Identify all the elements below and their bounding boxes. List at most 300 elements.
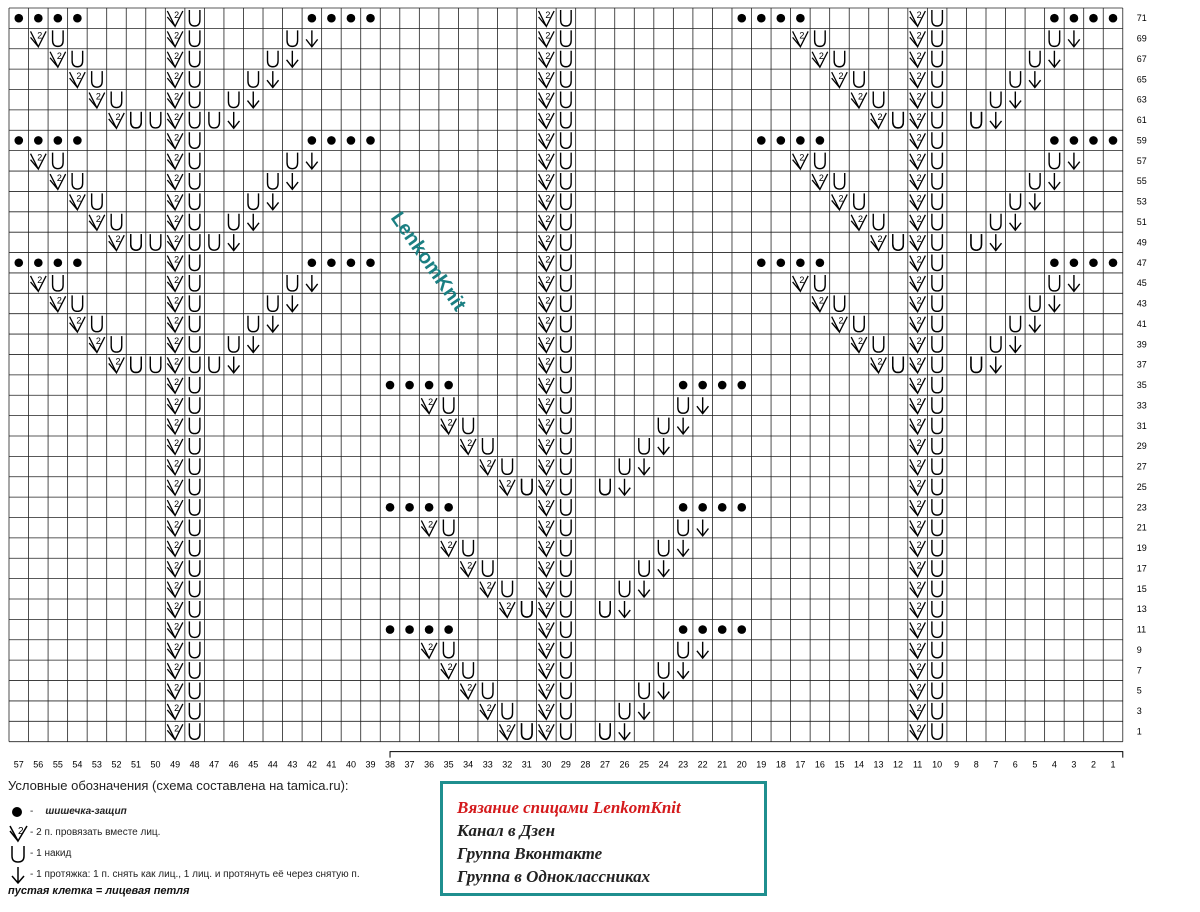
yarn-over-symbol: [131, 356, 142, 372]
k2tog-number: 2: [818, 50, 824, 61]
yarn-over-symbol: [600, 601, 611, 617]
yarn-over-symbol: [561, 418, 572, 434]
yarn-over-icon: [8, 844, 30, 864]
column-label: 4: [1051, 759, 1057, 770]
column-label: 13: [873, 759, 884, 770]
yarn-over-symbol: [932, 723, 943, 739]
column-label: 19: [756, 759, 767, 770]
row-label: 45: [1136, 278, 1147, 289]
column-label: 56: [33, 759, 44, 770]
k2tog-number: 2: [916, 519, 922, 530]
yarn-over-symbol: [72, 295, 83, 311]
k2tog-number: 2: [174, 601, 180, 612]
k2tog-number: 2: [916, 91, 922, 102]
skpo-symbol: [1068, 153, 1080, 169]
bobble-symbol: [698, 381, 707, 390]
yarn-over-symbol: [932, 642, 943, 658]
k2tog-number: 2: [545, 30, 551, 41]
k2tog-number: 2: [174, 682, 180, 693]
yarn-over-symbol: [463, 662, 474, 678]
yarn-over-symbol: [932, 560, 943, 576]
yarn-over-symbol: [639, 560, 650, 576]
k2tog-number: 2: [174, 173, 180, 184]
yarn-over-symbol: [561, 214, 572, 230]
bobble-symbol: [73, 14, 82, 23]
k2tog-number: 2: [115, 111, 121, 122]
k2tog-number: 2: [506, 723, 512, 734]
row-label: 57: [1136, 155, 1147, 166]
skpo-symbol: [287, 51, 299, 67]
yarn-over-symbol: [561, 112, 572, 128]
column-label: 53: [91, 759, 102, 770]
bobble-symbol: [347, 136, 356, 145]
yarn-over-symbol: [561, 377, 572, 393]
skpo-symbol: [990, 112, 1002, 128]
skpo-symbol: [247, 214, 259, 230]
k2tog-number: 2: [37, 274, 43, 285]
yarn-over-symbol: [189, 356, 200, 372]
yarn-over-symbol: [189, 255, 200, 271]
k2tog-number: 2: [174, 723, 180, 734]
bobble-symbol: [1109, 136, 1118, 145]
k2tog-number: 2: [545, 315, 551, 326]
yarn-over-symbol: [189, 92, 200, 108]
legend: [8, 778, 428, 897]
row-label: 69: [1136, 33, 1147, 44]
yarn-over-symbol: [189, 520, 200, 536]
column-label: 48: [189, 759, 200, 770]
k2tog-number: 2: [916, 336, 922, 347]
bobble-symbol: [347, 258, 356, 267]
yarn-over-symbol: [189, 336, 200, 352]
bobble-symbol: [54, 136, 63, 145]
yarn-over-symbol: [561, 723, 572, 739]
legend-title: Условные обозначения (схема составлена на tamica.ru):: [8, 778, 349, 793]
yarn-over-symbol: [932, 92, 943, 108]
yarn-over-symbol: [932, 112, 943, 128]
bobble-symbol: [1050, 258, 1059, 267]
k2tog-number: 2: [916, 10, 922, 20]
yarn-over-symbol: [932, 173, 943, 189]
yarn-over-symbol: [600, 479, 611, 495]
k2tog-number: 2: [37, 30, 43, 41]
k2tog-number: 2: [174, 621, 180, 632]
k2tog-number: 2: [545, 10, 551, 20]
yarn-over-symbol: [815, 30, 826, 46]
yarn-over-symbol: [72, 173, 83, 189]
k2tog-number: 2: [545, 560, 551, 571]
yarn-over-symbol: [522, 601, 533, 617]
yarn-over-symbol: [834, 173, 845, 189]
bobble-symbol: [777, 136, 786, 145]
yarn-over-symbol: [854, 193, 865, 209]
bobble-symbol: [54, 14, 63, 23]
bobble-symbol: [777, 258, 786, 267]
yarn-over-symbol: [561, 193, 572, 209]
column-label: 23: [678, 759, 689, 770]
bobble-symbol: [1070, 136, 1079, 145]
yarn-over-symbol: [932, 601, 943, 617]
yarn-over-symbol: [561, 356, 572, 372]
column-label: 21: [717, 759, 728, 770]
yarn-over-symbol: [932, 275, 943, 291]
yarn-over-symbol: [150, 234, 161, 250]
k2tog-number: 2: [506, 478, 512, 489]
yarn-over-symbol: [561, 30, 572, 46]
row-label: 3: [1136, 706, 1142, 717]
column-label: 20: [736, 759, 747, 770]
skpo-symbol: [1010, 214, 1022, 230]
column-label: 54: [72, 759, 83, 770]
yarn-over-symbol: [463, 418, 474, 434]
k2tog-number: 2: [545, 376, 551, 387]
yarn-over-symbol: [561, 153, 572, 169]
k2tog-number: 2: [916, 437, 922, 448]
yarn-over-symbol: [932, 316, 943, 332]
yarn-over-symbol: [522, 601, 533, 617]
bobble-symbol: [698, 625, 707, 634]
k2tog-number: 2: [115, 356, 121, 367]
yarn-over-symbol: [482, 683, 493, 699]
k2tog-number: 2: [545, 641, 551, 652]
yarn-over-symbol: [189, 540, 200, 556]
yarn-over-symbol: [111, 336, 122, 352]
bobble-symbol: [777, 14, 786, 23]
yarn-over-symbol: [932, 540, 943, 556]
bobble-symbol: [1089, 14, 1098, 23]
skpo-symbol: [1029, 193, 1041, 209]
yarn-over-symbol: [561, 621, 572, 637]
k2tog-number: 2: [174, 702, 180, 713]
k2tog-number: 2: [174, 152, 180, 163]
yarn-over-symbol: [971, 356, 982, 372]
column-label: 10: [932, 759, 943, 770]
k2tog-number: 2: [545, 295, 551, 306]
k2tog-number: 2: [174, 315, 180, 326]
column-label: 29: [560, 759, 571, 770]
bobble-symbol: [757, 258, 766, 267]
k2tog-number: 2: [545, 499, 551, 510]
yarn-over-symbol: [561, 255, 572, 271]
row-label: 31: [1136, 420, 1147, 431]
k2tog-number: 2: [545, 662, 551, 673]
k2tog-number: 2: [916, 662, 922, 673]
yarn-over-symbol: [971, 112, 982, 128]
column-label: 44: [267, 759, 278, 770]
yarn-over-symbol: [561, 397, 572, 413]
skpo-symbol: [267, 193, 279, 209]
yarn-over-symbol: [619, 458, 630, 474]
bobble-symbol: [796, 258, 805, 267]
skpo-symbol: [658, 438, 670, 454]
row-label: 49: [1136, 237, 1147, 248]
yarn-over-symbol: [1049, 30, 1060, 46]
brand-link-vk[interactable]: Группа Вконтакте: [457, 844, 603, 863]
column-label: 42: [306, 759, 317, 770]
yarn-over-symbol: [834, 295, 845, 311]
k2tog-icon: [8, 823, 30, 843]
bobble-symbol: [34, 136, 43, 145]
k2tog-number: 2: [857, 91, 864, 102]
yarn-over-symbol: [287, 275, 298, 291]
skpo-symbol: [677, 418, 689, 434]
yarn-over-symbol: [131, 234, 142, 250]
k2tog-number: 2: [174, 641, 180, 652]
yarn-over-symbol: [991, 92, 1002, 108]
yarn-over-symbol: [189, 642, 200, 658]
yarn-over-symbol: [893, 234, 904, 250]
skpo-symbol: [247, 92, 259, 108]
yarn-over-symbol: [561, 71, 572, 87]
yarn-over-symbol: [189, 703, 200, 719]
k2tog-number: 2: [916, 295, 922, 306]
bobble-symbol: [718, 503, 727, 512]
yarn-over-symbol: [287, 153, 298, 169]
k2tog-number: 2: [95, 213, 101, 224]
yarn-over-symbol: [873, 336, 884, 352]
yarn-over-symbol: [893, 112, 904, 128]
k2tog-number: 2: [916, 601, 922, 612]
legend-item-bobble: [8, 801, 428, 822]
skpo-symbol: [990, 234, 1002, 250]
row-label: 41: [1136, 318, 1147, 329]
skpo-symbol: [619, 601, 631, 617]
k2tog-number: 2: [545, 539, 551, 550]
k2tog-number: 2: [545, 478, 551, 489]
k2tog-number: 2: [838, 315, 844, 326]
yarn-over-symbol: [443, 642, 454, 658]
yarn-over-symbol: [932, 662, 943, 678]
k2tog-number: 2: [174, 356, 180, 367]
bobble-symbol: [679, 381, 688, 390]
yarn-over-symbol: [932, 214, 943, 230]
yarn-over-symbol: [619, 581, 630, 597]
column-label: 26: [619, 759, 630, 770]
k2tog-number: 2: [838, 193, 844, 204]
k2tog-number: 2: [174, 437, 180, 448]
row-label: 39: [1136, 339, 1147, 350]
yarn-over-symbol: [971, 356, 982, 372]
k2tog-number: 2: [545, 91, 551, 102]
yarn-over-symbol: [678, 397, 689, 413]
row-label: 29: [1136, 441, 1147, 452]
bobble-symbol: [757, 136, 766, 145]
yarn-over-symbol: [639, 438, 650, 454]
k2tog-number: 2: [545, 213, 551, 224]
row-label: 37: [1136, 359, 1147, 370]
yarn-over-symbol: [189, 418, 200, 434]
k2tog-number: 2: [174, 662, 180, 673]
k2tog-number: 2: [467, 682, 473, 693]
yarn-over-symbol: [678, 520, 689, 536]
yarn-over-symbol: [932, 438, 943, 454]
brand-link-dzen[interactable]: Канал в Дзен: [457, 821, 556, 840]
skpo-symbol: [267, 316, 279, 332]
k2tog-number: 2: [916, 356, 922, 367]
bobble-symbol: [444, 503, 453, 512]
bobble-symbol: [1109, 14, 1118, 23]
yarn-over-symbol: [932, 683, 943, 699]
yarn-over-symbol: [561, 336, 572, 352]
yarn-over-symbol: [561, 234, 572, 250]
yarn-over-symbol: [189, 71, 200, 87]
bobble-symbol: [327, 136, 336, 145]
bobble-symbol: [425, 503, 434, 512]
k2tog-number: 2: [916, 274, 922, 285]
yarn-over-symbol: [189, 479, 200, 495]
legend-item-skpo: [8, 864, 428, 885]
yarn-over-symbol: [893, 356, 904, 372]
row-label: 35: [1136, 380, 1147, 391]
column-label: 12: [893, 759, 904, 770]
k2tog-number: 2: [428, 641, 434, 652]
yarn-over-symbol: [189, 132, 200, 148]
yarn-over-symbol: [1030, 51, 1041, 67]
yarn-over-symbol: [1010, 193, 1021, 209]
brand-link-ok[interactable]: Группа в Одноклассниках: [457, 867, 651, 886]
k2tog-number: 2: [174, 91, 180, 102]
column-label: 40: [345, 759, 356, 770]
yarn-over-symbol: [150, 112, 161, 128]
yarn-over-symbol: [189, 112, 200, 128]
brand-title[interactable]: Вязание спицами LenkomKnit: [457, 798, 681, 817]
repeat-bracket: [390, 752, 1123, 758]
skpo-symbol: [306, 275, 318, 291]
k2tog-number: 2: [447, 539, 453, 550]
yarn-over-symbol: [932, 255, 943, 271]
yarn-over-symbol: [561, 520, 572, 536]
k2tog-number: 2: [545, 254, 551, 265]
row-label: 17: [1136, 563, 1147, 574]
bobble-symbol: [698, 503, 707, 512]
k2tog-number: 2: [916, 30, 922, 41]
row-label: 65: [1136, 74, 1147, 85]
column-label: 34: [463, 759, 474, 770]
yarn-over-symbol: [53, 275, 64, 291]
yarn-over-symbol: [502, 458, 513, 474]
yarn-over-symbol: [189, 581, 200, 597]
k2tog-number: 2: [916, 723, 922, 734]
column-label: 30: [541, 759, 552, 770]
yarn-over-symbol: [561, 540, 572, 556]
yarn-over-symbol: [189, 560, 200, 576]
k2tog-number: 2: [174, 193, 180, 204]
column-label: 33: [482, 759, 493, 770]
k2tog-number: 2: [799, 152, 805, 163]
column-label: 11: [912, 759, 923, 770]
skpo-symbol: [1010, 336, 1022, 352]
yarn-over-symbol: [189, 51, 200, 67]
yarn-over-symbol: [228, 214, 239, 230]
bobble-symbol: [737, 14, 746, 23]
bobble-symbol: [737, 625, 746, 634]
legend-item-label: - 1 протяжка: 1 п. снять как лиц., 1 лиц. и протянуть её через снятую п.: [30, 869, 360, 880]
k2tog-number: 2: [799, 274, 805, 285]
yarn-over-symbol: [228, 336, 239, 352]
k2tog-number: 2: [447, 662, 453, 673]
skpo-symbol: [658, 560, 670, 576]
skpo-symbol: [228, 234, 240, 250]
skpo-symbol: [1029, 71, 1041, 87]
column-label: 55: [52, 759, 63, 770]
yarn-over-symbol: [189, 601, 200, 617]
yarn-over-symbol: [561, 581, 572, 597]
yarn-over-symbol: [522, 723, 533, 739]
yarn-over-symbol: [268, 173, 279, 189]
k2tog-number: 2: [174, 478, 180, 489]
k2tog-number: 2: [486, 458, 492, 469]
column-label: 52: [111, 759, 122, 770]
k2tog-number: 2: [174, 274, 180, 285]
k2tog-number: 2: [95, 91, 101, 102]
yarn-over-symbol: [893, 234, 904, 250]
bobble-symbol: [1070, 258, 1079, 267]
k2tog-number: 2: [916, 50, 922, 61]
yarn-over-symbol: [189, 173, 200, 189]
yarn-over-symbol: [932, 479, 943, 495]
skpo-symbol: [1049, 173, 1061, 189]
skpo-symbol: [638, 703, 650, 719]
yarn-over-symbol: [873, 92, 884, 108]
yarn-over-symbol: [932, 30, 943, 46]
skpo-symbol: [697, 642, 709, 658]
k2tog-number: 2: [857, 213, 864, 224]
yarn-over-symbol: [658, 540, 669, 556]
yarn-over-symbol: [561, 92, 572, 108]
k2tog-number: 2: [545, 173, 551, 184]
yarn-over-symbol: [893, 356, 904, 372]
skpo-symbol: [306, 30, 318, 46]
yarn-over-symbol: [522, 479, 533, 495]
k2tog-number: 2: [486, 702, 492, 713]
skpo-symbol: [677, 662, 689, 678]
k2tog-number: 2: [37, 152, 43, 163]
bobble-symbol: [444, 625, 453, 634]
column-label: 2: [1090, 759, 1096, 770]
yarn-over-symbol: [678, 642, 689, 658]
yarn-over-symbol: [1049, 153, 1060, 169]
bobble-symbol: [679, 503, 688, 512]
yarn-over-symbol: [932, 132, 943, 148]
yarn-over-symbol: [92, 316, 103, 332]
column-label: 36: [424, 759, 435, 770]
yarn-over-symbol: [1010, 71, 1021, 87]
yarn-over-symbol: [971, 234, 982, 250]
bobble-symbol: [308, 136, 317, 145]
yarn-over-symbol: [1030, 295, 1041, 311]
yarn-over-symbol: [189, 438, 200, 454]
k2tog-number: 2: [174, 336, 180, 347]
bobble-symbol: [1089, 136, 1098, 145]
column-label: 8: [973, 759, 979, 770]
yarn-over-symbol: [131, 234, 142, 250]
k2tog-number: 2: [174, 254, 180, 265]
yarn-over-symbol: [600, 723, 611, 739]
bobble-symbol: [796, 14, 805, 23]
skpo-symbol: [1068, 30, 1080, 46]
yarn-over-symbol: [482, 560, 493, 576]
k2tog-number: 2: [174, 458, 180, 469]
yarn-over-symbol: [658, 418, 669, 434]
legend-note: пустая клетка = лицевая петля: [8, 885, 190, 897]
column-label: 15: [834, 759, 845, 770]
column-label: 47: [209, 759, 220, 770]
yarn-over-symbol: [932, 520, 943, 536]
yarn-over-symbol: [1030, 173, 1041, 189]
skpo-symbol: [1049, 51, 1061, 67]
k2tog-number: 2: [447, 417, 453, 428]
k2tog-number: 2: [916, 458, 922, 469]
